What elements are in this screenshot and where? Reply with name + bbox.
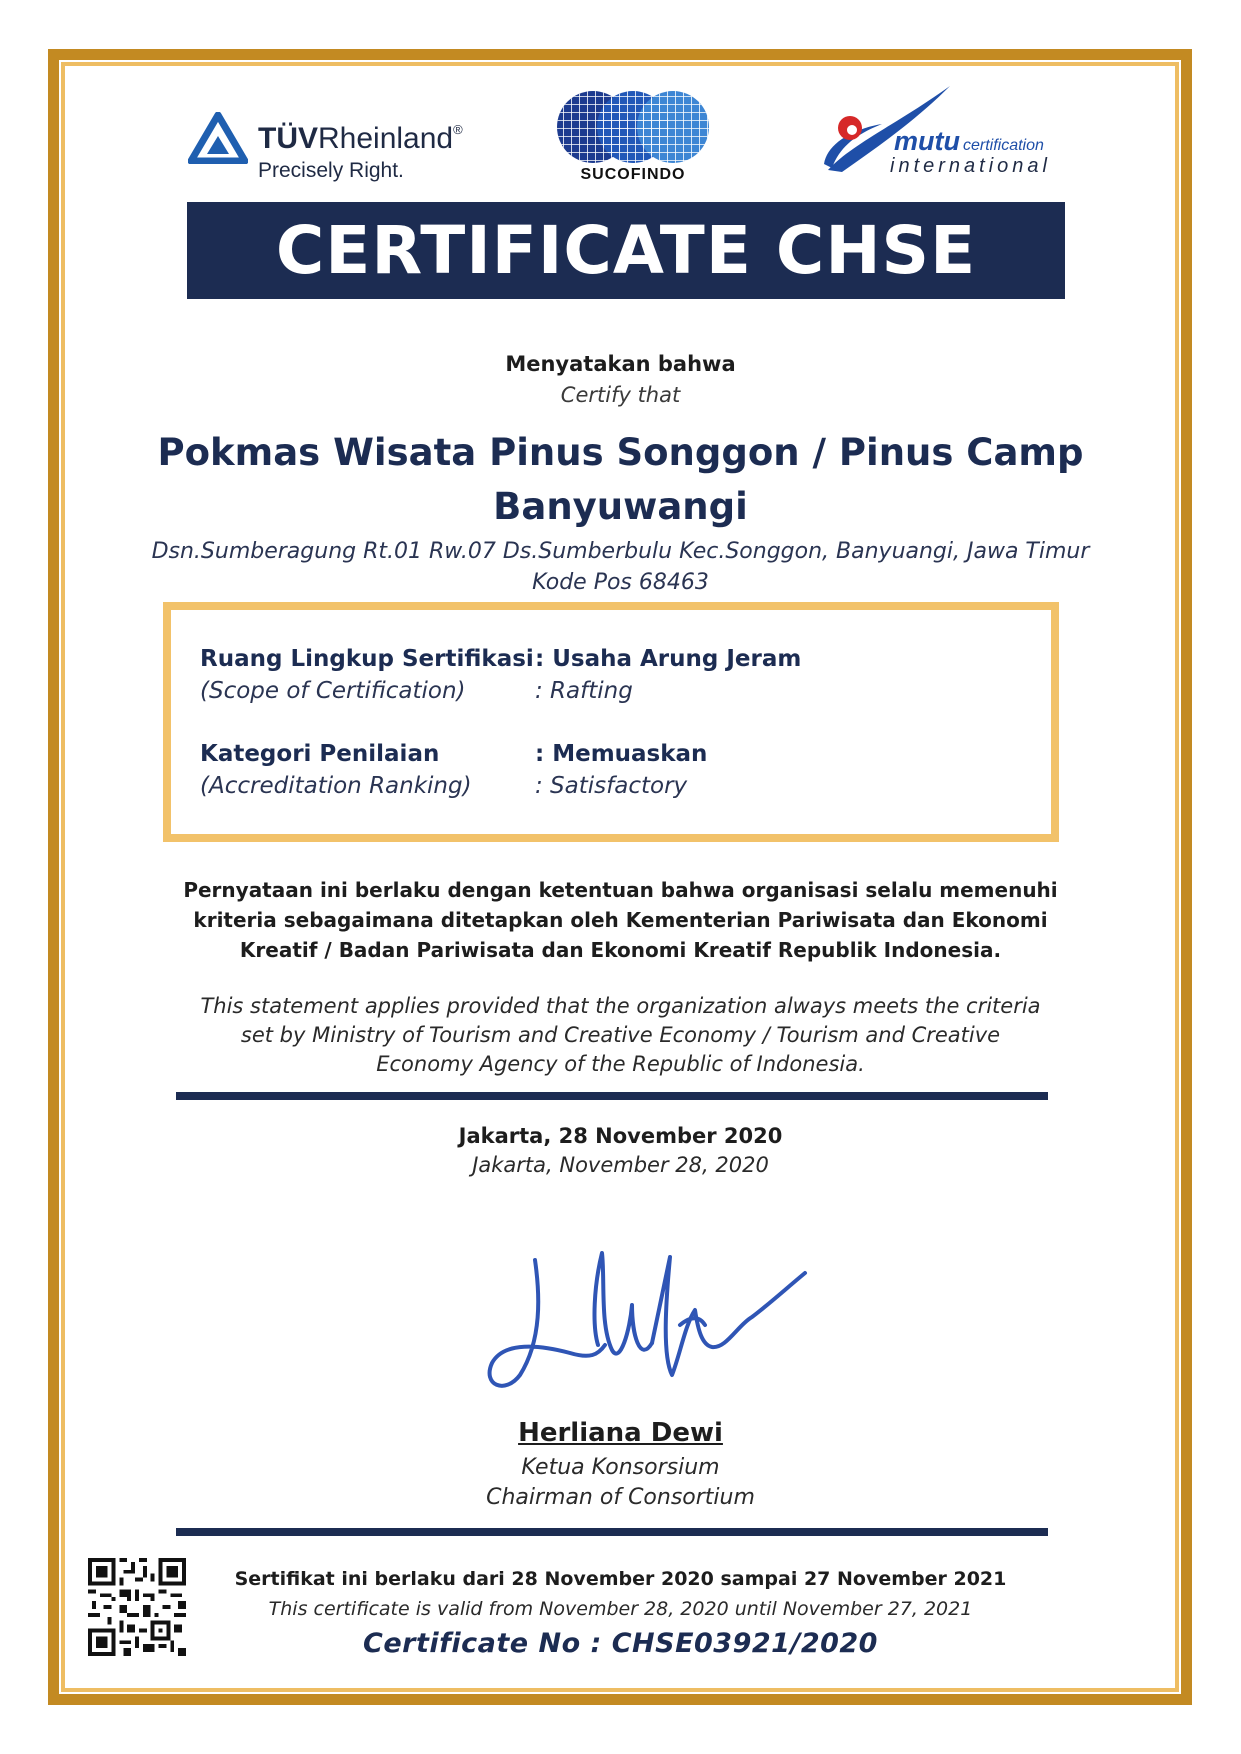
statement-id-line1: Pernyataan ini berlaku dengan ketentuan bahwa organisasi selalu memenuhi — [183, 878, 1058, 902]
issue-date-en: Jakarta, November 28, 2020 — [472, 1153, 769, 1177]
scope-value-en: : Rafting — [535, 678, 633, 704]
mutu-logo-international: international — [890, 155, 1051, 177]
validity-id: Sertifikat ini berlaku dari 28 November 2020 sampai 27 November 2021 — [234, 1568, 1007, 1590]
statement-id-line2: kriteria sebagaimana ditetapkan oleh Kementerian Pariwisata dan Ekonomi — [193, 908, 1048, 932]
category-label-en: (Accreditation Ranking) — [200, 773, 472, 799]
mutu-logo-name: mutu certification — [894, 126, 1044, 156]
validity-en: This certificate is valid from November 28, 2020 until November 27, 2021 — [268, 1598, 973, 1620]
category-value-en: : Satisfactory — [535, 773, 688, 799]
signatory-name: Herliana Dewi — [518, 1418, 723, 1448]
intro-id: Menyatakan bahwa — [505, 352, 736, 376]
handwritten-signature — [480, 1245, 810, 1395]
organization-name-line2: Banyuwangi — [493, 485, 748, 528]
statement-en-line3: Economy Agency of the Republic of Indonesia. — [376, 1052, 865, 1076]
divider-rule-bottom — [176, 1528, 1048, 1536]
organization-name-line1: Pokmas Wisata Pinus Songgon / Pinus Camp — [157, 431, 1084, 474]
signatory-role-en: Chairman of Consortium — [486, 1485, 755, 1510]
statement-en-line1: This statement applies provided that the organization always meets the criteria — [200, 994, 1041, 1018]
organization-address-line1: Dsn.Sumberagung Rt.01 Rw.07 Ds.Sumberbulu Kec.Songgon, Banyuangi, Jawa Timur — [151, 539, 1090, 564]
statement-id-line3: Kreatif / Badan Pariwisata dan Ekonomi Kreatif Republik Indonesia. — [239, 938, 1002, 962]
scope-box — [163, 602, 1059, 842]
certificate-number: Certificate No : CHSE03921/2020 — [363, 1628, 878, 1659]
sucofindo-globes-logo-icon — [555, 88, 711, 166]
tuv-triangle-logo-icon — [188, 112, 248, 164]
organization-address-line2: Kode Pos 68463 — [532, 570, 709, 595]
scope-value-id: : Usaha Arung Jeram — [535, 646, 802, 672]
signatory-role-id: Ketua Konsorsium — [521, 1455, 720, 1480]
certificate-title: CERTIFICATE CHSE — [187, 202, 1065, 299]
statement-en-line2: set by Ministry of Tourism and Creative Economy / Tourism and Creative — [240, 1023, 1001, 1047]
divider-rule-top — [176, 1092, 1048, 1100]
intro-en: Certify that — [560, 383, 681, 407]
sucofindo-logo-name: SUCOFINDO — [580, 166, 686, 183]
category-value-id: : Memuaskan — [535, 741, 708, 767]
tuv-logo-name: TÜVRheinland® — [258, 122, 463, 155]
issue-date-id: Jakarta, 28 November 2020 — [458, 1124, 783, 1148]
scope-label-id: Ruang Lingkup Sertifikasi — [200, 646, 534, 672]
tuv-logo-tagline: Precisely Right. — [258, 159, 404, 182]
scope-label-en: (Scope of Certification) — [200, 678, 466, 704]
category-label-id: Kategori Penilaian — [200, 741, 440, 767]
